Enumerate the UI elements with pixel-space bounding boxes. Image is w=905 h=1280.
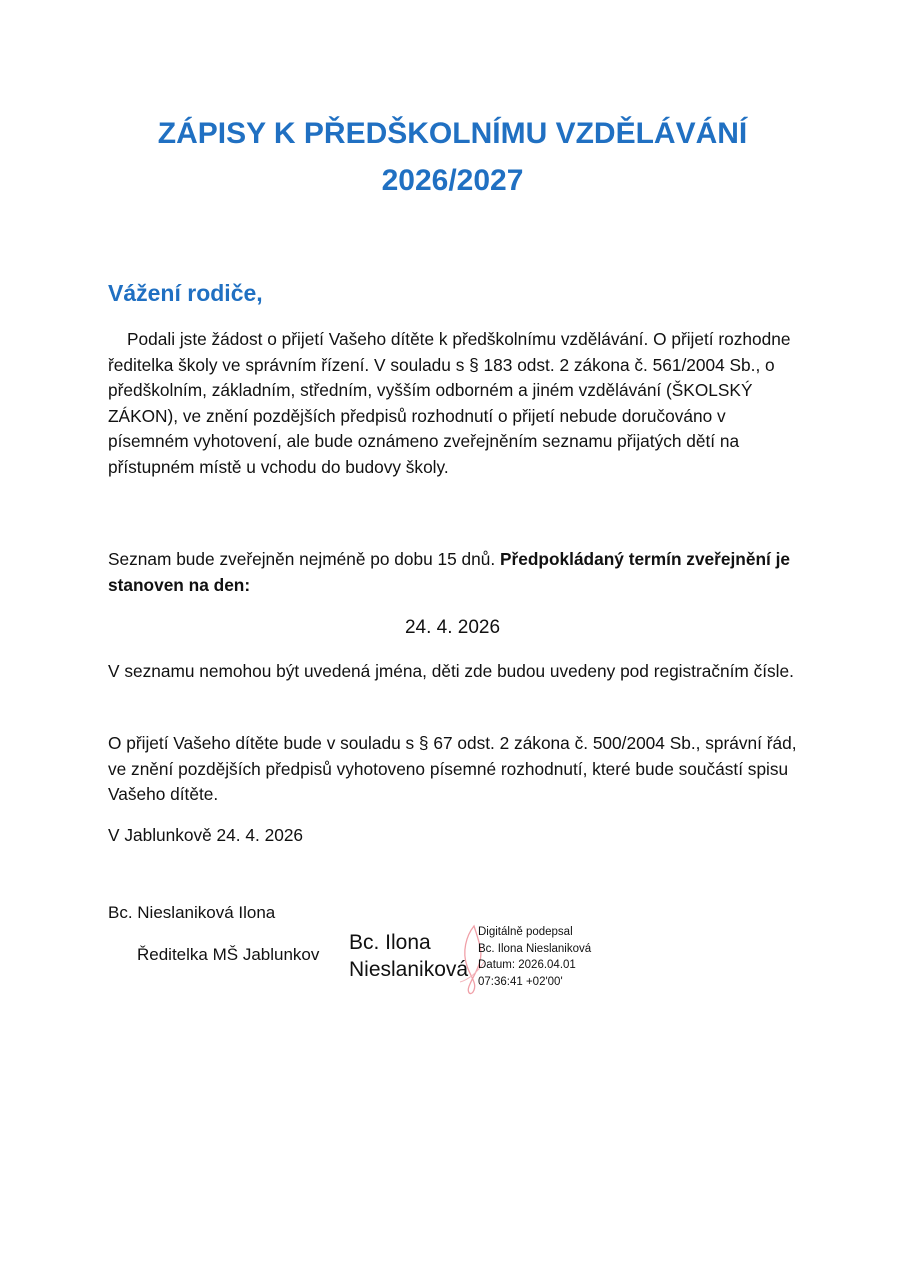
publication-period-text: Seznam bude zveřejněn nejméně po dobu 15 dnů. — [108, 549, 500, 569]
digital-signature-details — [478, 924, 591, 990]
place-and-date: V Jablunkově 24. 4. 2026 — [108, 825, 304, 845]
document-title-line2: 2026/2027 — [381, 164, 524, 197]
digital-signature-date: Datum: 2026.04.01 — [478, 959, 576, 971]
digital-signature-name-line1: Bc. Ilona — [349, 931, 431, 954]
digital-signature-name — [349, 929, 468, 983]
paragraph-publication-period — [108, 547, 808, 598]
paragraph-written-decision: O přijetí Vašeho dítěte bude v souladu s § 67 odst. 2 zákona č. 500/2004 Sb., správní řád, ve znění pozdějších předpisů vyhotoveno písemné rozhodnutí, které bude součástí spisu Vašeho dítěte. — [108, 733, 797, 804]
paragraph-admission-info: Podali jste žádost o přijetí Vašeho dítěte k předškolnímu vzdělávání. O přijetí rozhodne ředitelka školy ve správním řízení. V souladu s § 183 odst. 2 zákona č. 561/2004 Sb., o předškolním, základním, středním, vyšším odborném a jiném vzdělávání (ŠKOLSKÝ ZÁKON), ve znění pozdějších předpisů rozhodnutí o přijetí nebude doručováno v písemném vyhotovení, ale bude oznámeno zveřejněním seznamu přijatých dětí na přístupném místě u vchodu do budovy školy. — [108, 329, 791, 477]
digital-signature-time: 07:36:41 +02'00' — [478, 975, 563, 988]
digital-signature-label: Digitálně podepsal — [478, 926, 573, 938]
signatory-name: Bc. Nieslaniková Ilona — [108, 903, 276, 922]
paragraph-registration-number: V seznamu nemohou být uvedená jména, děti zde budou uvedeny pod registračním čísle. — [108, 661, 794, 681]
signatory-role: Ředitelka MŠ Jablunkov — [137, 945, 320, 964]
document-title-line1: ZÁPISY K PŘEDŠKOLNÍMU VZDĚLÁVÁNÍ — [157, 117, 748, 150]
publication-date: 24. 4. 2026 — [404, 617, 501, 638]
greeting-heading: Vážení rodiče, — [108, 280, 263, 306]
publication-date-intro: Předpokládaný termín zveřejnění je stanoven na den: — [108, 549, 791, 595]
digital-signature-signer: Bc. Ilona Nieslaniková — [478, 942, 592, 955]
digital-signature-name-line2: Nieslaniková — [349, 958, 469, 981]
